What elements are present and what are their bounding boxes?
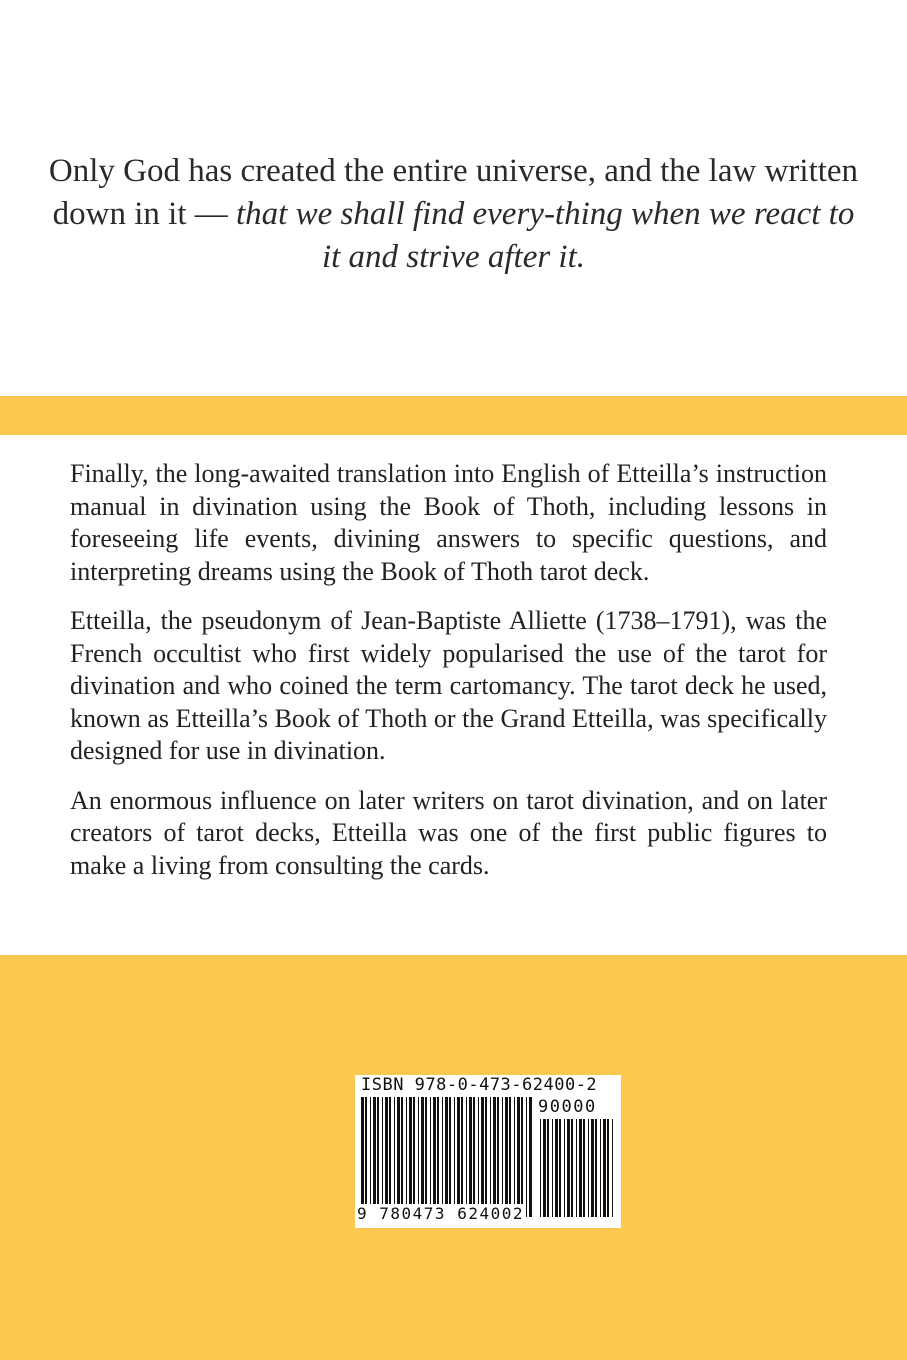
barcode-bar: [607, 1119, 609, 1217]
barcode-bar: [473, 1097, 475, 1217]
barcode-bar: [406, 1097, 407, 1217]
barcode-bar: [552, 1119, 553, 1217]
barcode-bar: [454, 1097, 455, 1217]
barcode-bar: [600, 1119, 601, 1217]
barcode-bar: [457, 1097, 460, 1217]
price-code: 90000: [538, 1097, 597, 1117]
barcode-bar: [591, 1119, 594, 1217]
barcode-bar: [485, 1097, 487, 1217]
barcode-bar: [555, 1119, 558, 1217]
barcode-bar: [401, 1097, 403, 1217]
barcode-bar: [502, 1097, 503, 1217]
quote-section: [0, 0, 907, 396]
barcode-bar: [559, 1119, 561, 1217]
barcode-bar: [418, 1097, 419, 1217]
barcode-bar: [612, 1119, 613, 1217]
barcode-bar: [461, 1097, 463, 1217]
barcode-bar: [529, 1097, 532, 1217]
barcode-bar: [579, 1119, 582, 1217]
description-paragraph: Finally, the long-awaited translation into English of Etteilla’s instruction manual in divination using the Book of Thoth, including lessons in foreseeing life events, divining answers to specific questions, and interpreting dreams using the Book of Thoth tarot deck.: [70, 459, 827, 586]
barcode-bar: [442, 1097, 443, 1217]
barcode-bar: [521, 1097, 523, 1217]
description-paragraph: Etteilla, the pseudonym of Jean-Baptiste Alliette (1738–1791), was the French occultist who first widely popularised the use of the tarot for divination and who coined the term cartomancy. The tarot deck he used, known as Etteilla’s Book of Thoth or the Grand Etteilla, was specifically designed for use in divination.: [70, 606, 827, 765]
book-description: [70, 458, 827, 899]
epigraph-quote: [40, 150, 867, 279]
barcode-bar: [377, 1097, 379, 1217]
barcode-bar: [394, 1097, 395, 1217]
barcode-bar: [497, 1097, 499, 1217]
barcode-bar: [567, 1119, 570, 1217]
barcode-bar: [543, 1119, 546, 1217]
quote-plain-text: Only God has created the entire universe, and the law written down in it —: [48, 153, 859, 232]
description-paragraph: An enormous influence on later writers on tarot divination, and on later creators of tarot decks, Etteilla was one of the first public figures to make a living from consulting the cards.: [70, 785, 827, 880]
barcode-bar: [478, 1097, 479, 1217]
ean13-bars: [359, 1097, 535, 1217]
barcode-bar: [490, 1097, 491, 1217]
barcode-bar: [385, 1097, 388, 1217]
barcode-bar: [437, 1097, 439, 1217]
barcode-bar: [481, 1097, 484, 1217]
barcode-bar: [493, 1097, 496, 1217]
barcode-bar: [421, 1097, 424, 1217]
barcode-bar: [382, 1097, 383, 1217]
barcode-bar: [389, 1097, 391, 1217]
top-yellow-band: [0, 396, 907, 435]
barcode-bar: [433, 1097, 436, 1217]
isbn-label: ISBN 978-0-473-62400-2: [361, 1075, 598, 1095]
quote-italic-text: that we shall find every-thing when we react to it and strive after it.: [236, 196, 855, 275]
barcode-bar: [466, 1097, 467, 1217]
barcode-bar: [547, 1119, 549, 1217]
barcode-bar: [509, 1097, 511, 1217]
barcode-bar: [365, 1097, 367, 1217]
barcode-bar: [588, 1119, 589, 1217]
barcode-bar: [526, 1097, 527, 1217]
barcode-bar: [583, 1119, 585, 1217]
barcode-bar: [413, 1097, 415, 1217]
barcode-bar: [576, 1119, 577, 1217]
isbn-barcode: [355, 1075, 621, 1228]
barcode-bar: [540, 1119, 541, 1217]
barcode-bar: [430, 1097, 431, 1217]
barcode-bar: [361, 1097, 364, 1217]
barcode-bar: [517, 1097, 520, 1217]
barcode-bar: [409, 1097, 412, 1217]
barcode-bar: [449, 1097, 451, 1217]
barcode-bar: [397, 1097, 400, 1217]
barcode-bar: [445, 1097, 448, 1217]
barcode-bar: [571, 1119, 573, 1217]
barcode-bar: [373, 1097, 376, 1217]
barcode-bar: [595, 1119, 597, 1217]
barcode-bar: [564, 1119, 565, 1217]
barcode-bar: [603, 1119, 606, 1217]
ean-digits: 9 780473 624002: [357, 1204, 524, 1223]
barcode-bar: [469, 1097, 472, 1217]
barcode-bar: [370, 1097, 371, 1217]
barcode-bar: [514, 1097, 515, 1217]
barcode-bar: [425, 1097, 427, 1217]
addon-bars: [538, 1119, 616, 1217]
barcode-bar: [505, 1097, 508, 1217]
